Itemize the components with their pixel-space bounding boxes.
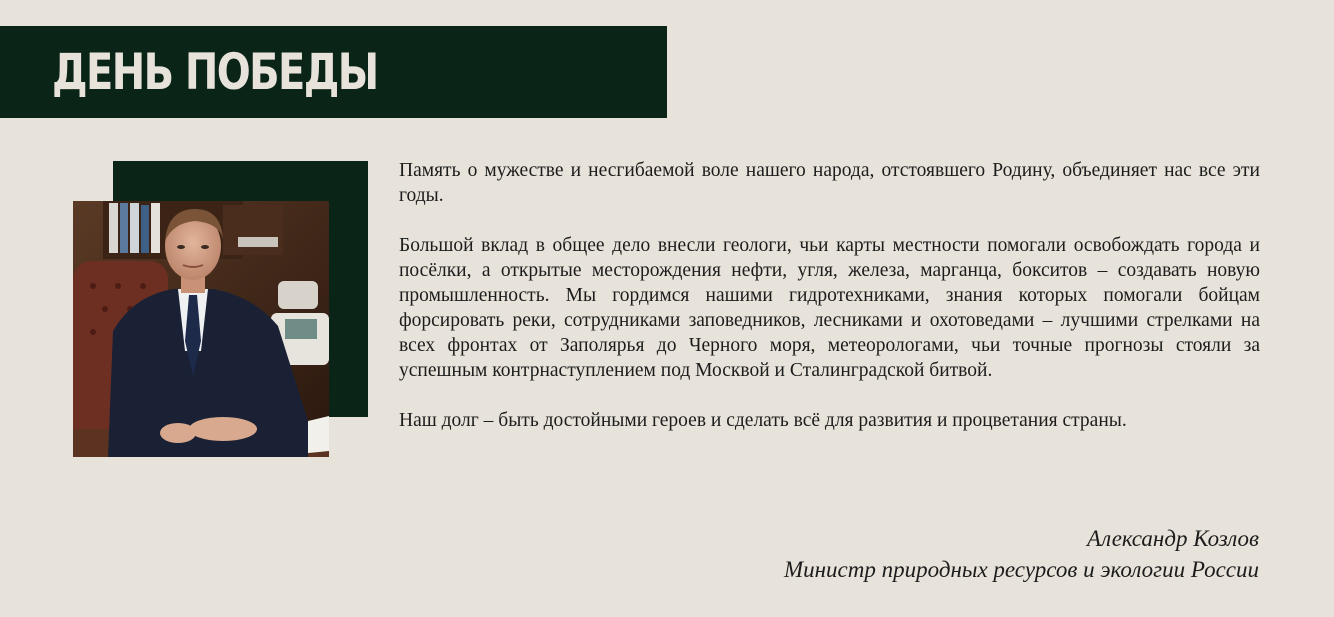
page-title: ДЕНЬ ПОБЕДЫ xyxy=(52,43,378,101)
paragraph: Наш долг – быть достойными героев и сделать всё для развития и процветания страны. xyxy=(399,410,1127,431)
paragraph: Большой вклад в общее дело внесли геологи, чьи карты местности помогали освобождать города и посёлки, а открытые месторождения нефти, угля, железа, марганца, бокситов – создавать новую промышленность. Мы гордимся нашими гидротехниками, знания которых помогали бойцам форсировать реки, сотрудниками заповедников, лесниками и охотоведами – лучшими стрелками на всех фронтах от Заполярья до Черного моря, метеорологами, чьи точные прогнозы стояли за успешным контрнаступлением под Москвой и Сталинградской битвой. xyxy=(399,235,1260,381)
signature xyxy=(784,523,1259,585)
address-text xyxy=(399,158,1260,458)
title-banner xyxy=(0,26,667,118)
signature-name: Александр Козлов xyxy=(1087,526,1259,551)
portrait-illustration xyxy=(73,201,329,457)
portrait-photo xyxy=(73,201,329,457)
paragraph: Память о мужестве и несгибаемой воле нашего народа, отстоявшего Родину, объединяет нас все эти годы. xyxy=(399,160,1260,206)
signature-position: Министр природных ресурсов и экологии России xyxy=(783,557,1259,582)
